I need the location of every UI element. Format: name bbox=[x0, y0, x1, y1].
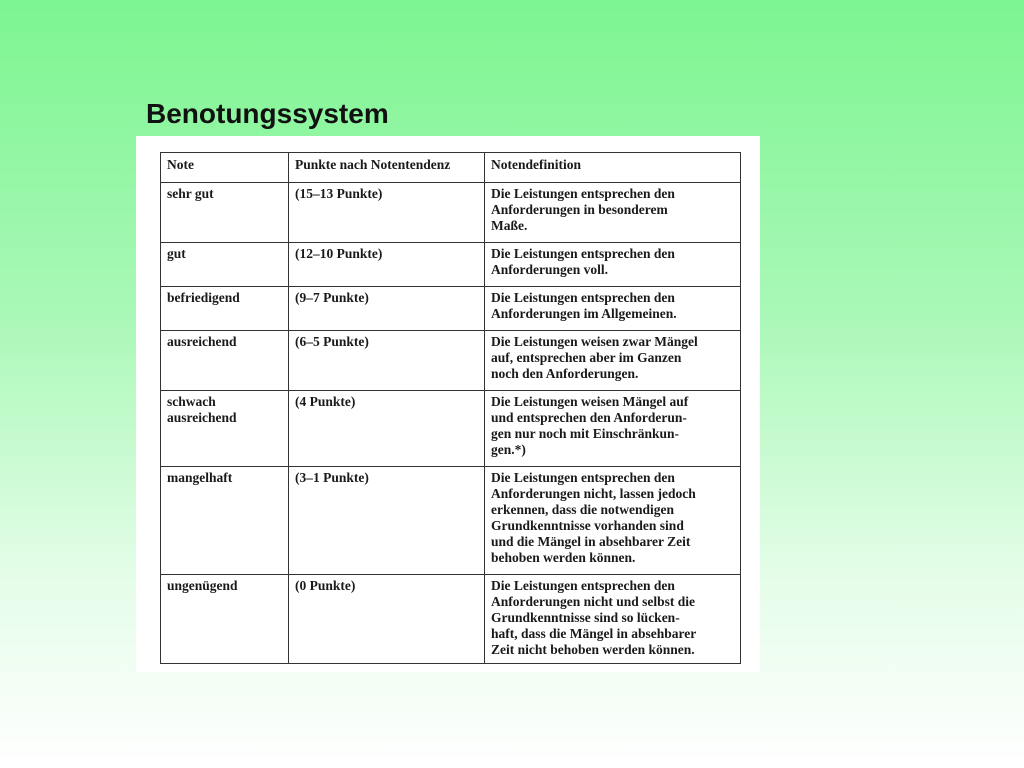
cell-definition: Die Leistungen entsprechen den Anforderungen voll. bbox=[485, 243, 741, 287]
cell-definition: Die Leistungen entsprechen den Anforderungen im Allgemeinen. bbox=[485, 287, 741, 331]
cell-definition: Die Leistungen weisen Mängel auf und entsprechen den Anforderun- gen nur noch mit Einschränkun- gen.*) bbox=[485, 391, 741, 467]
grading-table-image bbox=[136, 136, 760, 672]
cell-note: gut bbox=[161, 243, 289, 287]
table-row bbox=[161, 391, 741, 467]
cell-note: sehr gut bbox=[161, 183, 289, 243]
cell-punkte: (4 Punkte) bbox=[289, 391, 485, 467]
cell-definition: Die Leistungen entsprechen den Anforderungen nicht, lassen jedoch erkennen, dass die notwendigen Grundkenntnisse vorhanden sind und die Mängel in absehbarer Zeit behoben werden können. bbox=[485, 467, 741, 575]
table-row bbox=[161, 287, 741, 331]
cell-definition: Die Leistungen entsprechen den Anforderungen in besonderem Maße. bbox=[485, 183, 741, 243]
cell-punkte: (3–1 Punkte) bbox=[289, 467, 485, 575]
table-row bbox=[161, 575, 741, 664]
header-note: Note bbox=[161, 153, 289, 183]
header-definition: Notendefinition bbox=[485, 153, 741, 183]
slide-title: Benotungssystem bbox=[146, 98, 389, 129]
cell-definition: Die Leistungen entsprechen den Anforderungen nicht und selbst die Grundkenntnisse sind so lücken- haft, dass die Mängel in absehbarer Zeit nicht behoben werden können. bbox=[485, 575, 741, 664]
cell-note: schwach ausreichend bbox=[161, 391, 289, 467]
cell-note: befriedigend bbox=[161, 287, 289, 331]
cell-punkte: (15–13 Punkte) bbox=[289, 183, 485, 243]
table-row bbox=[161, 331, 741, 391]
cell-note: ungenügend bbox=[161, 575, 289, 664]
cell-note: ausreichend bbox=[161, 331, 289, 391]
table-row bbox=[161, 243, 741, 287]
grading-table bbox=[160, 152, 741, 664]
table-row bbox=[161, 467, 741, 575]
table-row bbox=[161, 183, 741, 243]
cell-punkte: (0 Punkte) bbox=[289, 575, 485, 664]
cell-definition: Die Leistungen weisen zwar Mängel auf, entsprechen aber im Ganzen noch den Anforderungen. bbox=[485, 331, 741, 391]
cell-note: mangelhaft bbox=[161, 467, 289, 575]
header-punkte: Punkte nach Notentendenz bbox=[289, 153, 485, 183]
cell-punkte: (12–10 Punkte) bbox=[289, 243, 485, 287]
cell-punkte: (6–5 Punkte) bbox=[289, 331, 485, 391]
cell-punkte: (9–7 Punkte) bbox=[289, 287, 485, 331]
table-header-row bbox=[161, 153, 741, 183]
